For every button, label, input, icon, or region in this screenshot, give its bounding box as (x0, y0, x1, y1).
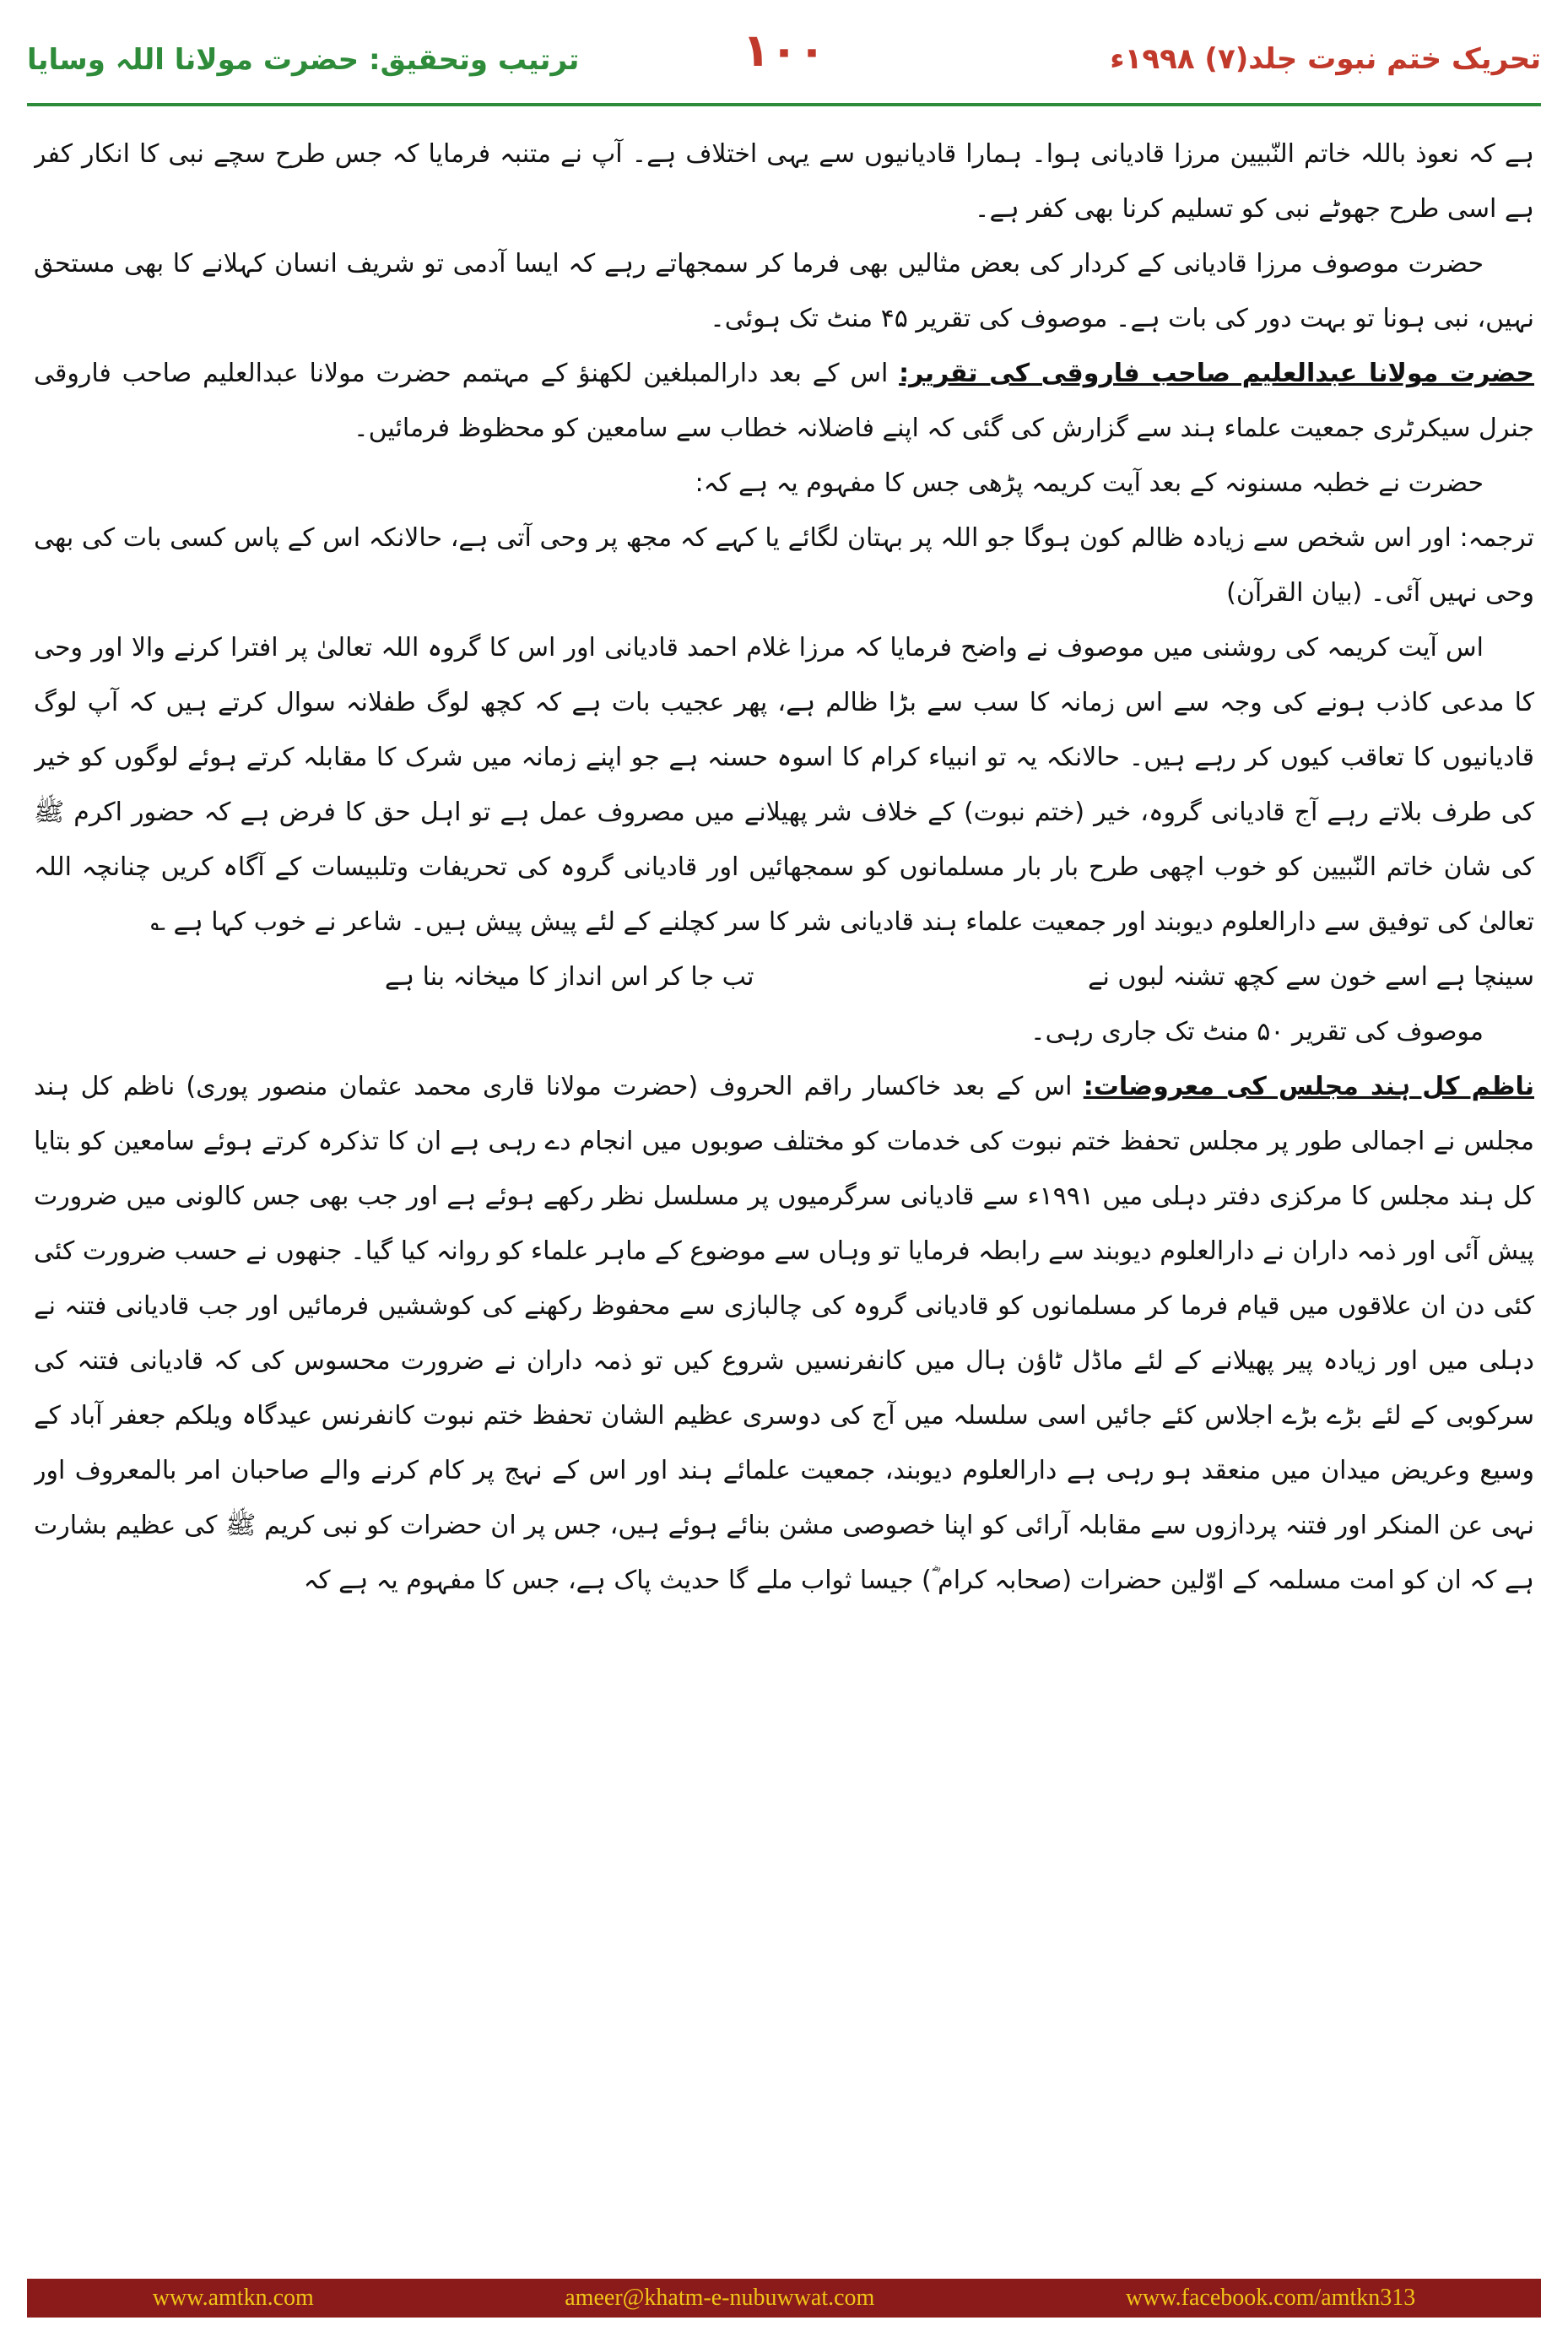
footer-website-link[interactable]: www.amtkn.com (152, 2285, 314, 2311)
paragraph-8 (34, 1059, 1534, 1608)
poem-couplet (34, 949, 1534, 1004)
paragraph-6: اس آیت کریمہ کی روشنی میں موصوف نے واضح فرمایا کہ مرزا غلام احمد قادیانی اور اس کا گروہ اللہ تعالیٰ پر افترا کرنے والا اور وحی کا مدعی کاذب ہونے کی وجہ سے اس زمانہ کا سب سے بڑا ظالم ہے، پھر عجیب بات ہے کہ کچھ لوگ طفلانہ سوال کرتے ہیں کہ آپ لوگ قادیانیوں کا تعاقب کیوں کر رہے ہیں۔ حالانکہ یہ تو انبیاء کرام کا اسوہ حسنہ ہے جو اپنے زمانہ میں شرک کا مقابلہ کرتے ہوئے لوگوں کو خیر کی طرف بلاتے رہے آج قادیانی گروہ، خیر (ختم نبوت) کے خلاف شر پھیلانے میں مصروف عمل ہے تو اہل حق کا فرض ہے کہ حضور اکرم ﷺ کی شان خاتم النّبیین کو خوب اچھی طرح بار بار مسلمانوں کو سمجھائیں اور قادیانی گروہ کی تحریفات وتلبیسات کے آگاہ کریں چنانچہ اللہ تعالیٰ کی توفیق سے دارالعلوم دیوبند اور جمعیت علماء ہند قادیانی شر کا سر کچلنے کے لئے پیش پیش ہیں۔ شاعر نے خوب کہا ہے ؎ (34, 633, 1534, 937)
page-header (27, 19, 1541, 111)
section-heading-farooqi: حضرت مولانا عبدالعلیم صاحب فاروقی کی تقریر: (899, 359, 1534, 388)
compiler-credit: ترتیب وتحقیق: حضرت مولانا اللہ وسایا (27, 43, 580, 77)
paragraph-3-body: اس کے بعد دارالمبلغین لکھنؤ کے مہتمم حضرت مولانا عبدالعلیم صاحب فاروقی جنرل سیکرٹری جمعیت علماء ہند سے گزارش کی گئی کہ اپنے فاضلانہ خطاب سے سامعین کو محظوظ فرمائیں۔ (34, 359, 1534, 443)
footer-email-link[interactable]: ameer@khatm-e-nubuwwat.com (565, 2285, 875, 2311)
translation-paragraph: ترجمہ: اور اس شخص سے زیادہ ظالم کون ہوگا جو اللہ پر بہتان لگائے یا کہے کہ مجھ پر وحی آتی ہے، حالانکہ اس کے پاس کسی بات کی بھی وحی نہیں آئی۔ (بیان القرآن) (34, 523, 1534, 608)
paragraph-8-body: اس کے بعد خاکسار راقم الحروف (حضرت مولانا قاری محمد عثمان منصور پوری) ناظم کل ہند مجلس نے اجمالی طور پر مجلس تحفظ ختم نبوت کی خدمات کو مختلف صوبوں میں انجام دے رہی ہے ان کا تذکرہ کرتے ہوئے سامعین کو بتایا کل ہند مجلس کا مرکزی دفتر دہلی میں ۱۹۹۱ء سے قادیانی سرگرمیوں پر مسلسل نظر رکھے ہوئے ہے اور جب بھی جس کالونی میں ضرورت پیش آئی اور ذمہ داران نے دارالعلوم دیوبند سے رابطہ فرمایا تو وہاں سے موضوع کے ماہر علماء کو روانہ کیا گیا۔ جنھوں نے حسب ضرورت کئی کئی دن ان علاقوں میں قیام فرما کر مسلمانوں کو قادیانی گروہ کی چالبازی سے محفوظ رکھنے کی کوششیں فرمائیں اور جب قادیانی فتنہ نے دہلی میں اور زیادہ پیر پھیلانے کے لئے ماڈل ٹاؤن ہال میں کانفرنسیں شروع کیں تو ذمہ داران نے ضرورت محسوس کی کہ قادیانی فتنہ کی سرکوبی کے لئے بڑے بڑے اجلاس کئے جائیں اسی سلسلہ میں آج کی دوسری عظیم الشان تحفظ ختم نبوت کانفرنس عیدگاہ ویلکم جعفر آباد کے وسیع وعریض میدان میں منعقد ہو رہی ہے دارالعلوم دیوبند، جمعیت علمائے ہند اور اس کے نہج پر کام کرنے والے صاحبان امر بالمعروف اور نہی عن المنکر اور فتنہ پردازوں سے مقابلہ آرائی کو اپنا خصوصی مشن بنائے ہوئے ہیں، جس پر ان حضرات کو نبی کریم ﷺ کی عظیم بشارت ہے کہ ان کو امت مسلمہ کے اوّلین حضرات (صحابہ کرام ؓ) جیسا ثواب ملے گا حدیث پاک ہے، جس کا مفہوم یہ ہے کہ (34, 1072, 1534, 1595)
page-number: ۱۰۰ (742, 24, 826, 77)
paragraph-7: موصوف کی تقریر ۵۰ منٹ تک جاری رہی۔ (1030, 1017, 1484, 1047)
poem-line-2: تب جا کر اس انداز کا میخانہ بنا ہے (384, 962, 754, 992)
paragraph-2: حضرت موصوف مرزا قادیانی کے کردار کی بعض مثالیں بھی فرما کر سمجھاتے رہے کہ ایسا آدمی تو شریف انسان کہلانے کا بھی مستحق نہیں، نبی ہونا تو بہت دور کی بات ہے۔ موصوف کی تقریر ۴۵ منٹ تک ہوئی۔ (34, 249, 1534, 333)
poem-line-1: سینچا ہے اسے خون سے کچھ تشنہ لبوں نے (1087, 962, 1534, 992)
footer-facebook-link[interactable]: www.facebook.com/amtkn313 (1125, 2285, 1416, 2311)
paragraph-4: حضرت نے خطبہ مسنونہ کے بعد آیت کریمہ پڑھی جس کا مفہوم یہ ہے کہ: (695, 468, 1484, 498)
paragraph-1: ہے کہ نعوذ باللہ خاتم النّبیین مرزا قادیانی ہوا۔ ہمارا قادیانیوں سے یہی اختلاف ہے۔ آپ نے متنبہ فرمایا کہ جس طرح سچے نبی کا انکار کفر ہے اسی طرح جھوٹے نبی کو تسلیم کرنا بھی کفر ہے۔ (34, 139, 1534, 224)
page-footer (27, 2279, 1541, 2318)
book-title: تحریک ختم نبوت جلد(۷) ۱۹۹۸ء (1110, 42, 1541, 76)
section-heading-nazim: ناظم کل ہند مجلس کی معروضات: (1083, 1072, 1534, 1101)
paragraph-3 (34, 346, 1534, 456)
header-divider (27, 103, 1541, 106)
page-body (34, 127, 1534, 2237)
